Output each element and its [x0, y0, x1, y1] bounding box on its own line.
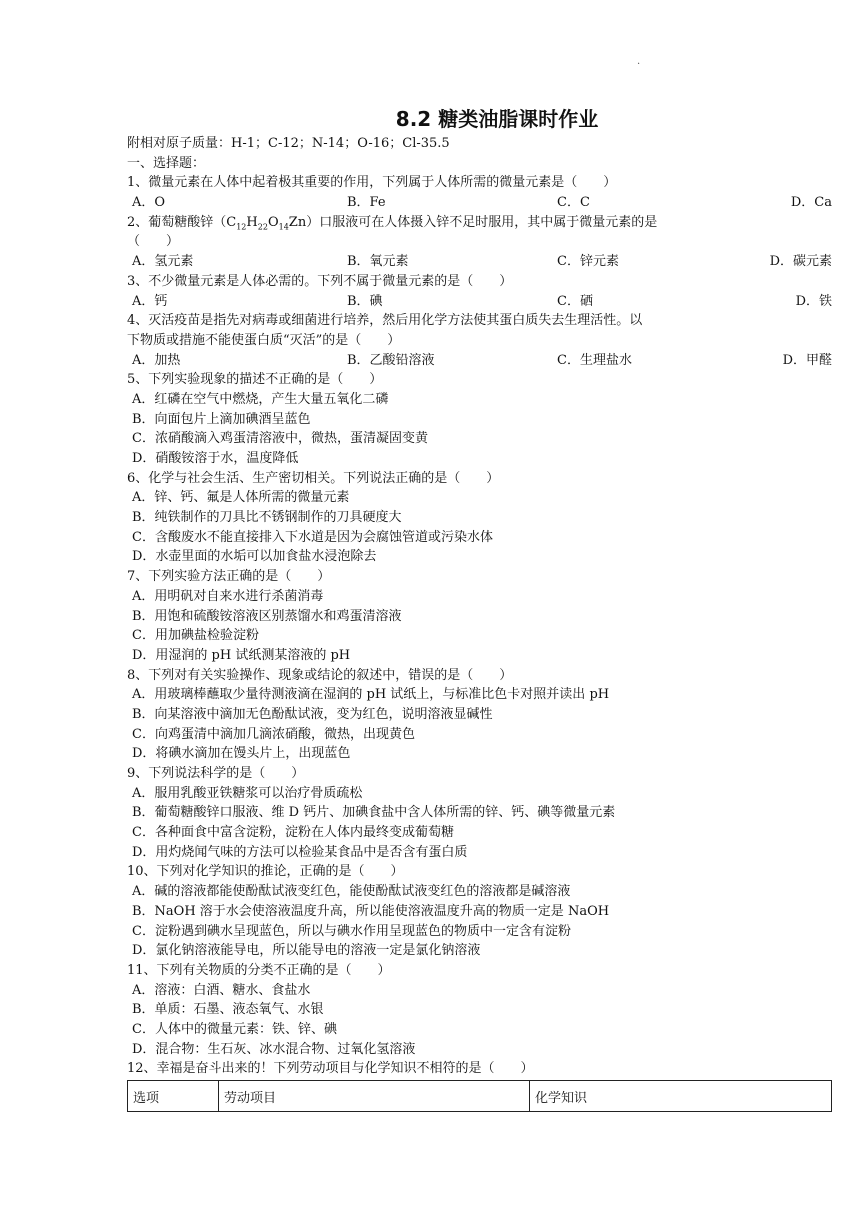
- option-b: B．向面包片上滴加碘酒呈蓝色: [132, 411, 311, 427]
- option-d: D．硝酸铵溶于水，温度降低: [132, 451, 299, 466]
- option-c: C．淀粉遇到碘水呈现蓝色，所以与碘水作用呈现蓝色的物质中一定含有淀粉: [132, 923, 571, 939]
- option-d: D．Ca: [790, 195, 832, 211]
- question-1-stem: 1、微量元素在人体中起着极其重要的作用，下列属于人体所需的微量元素是（ ）: [127, 175, 617, 191]
- option-b: B．单质：石墨、液态氧气、水银: [132, 1002, 324, 1018]
- subscript: 14: [278, 222, 289, 232]
- option-a: A．加热: [132, 352, 181, 368]
- option-a: A．用玻璃棒蘸取少量待测液滴在湿润的 pH 试纸上，与标准比色卡对照并读出 pH: [132, 687, 610, 703]
- option-b: B．乙酸铅溶液: [347, 352, 435, 368]
- table-header-chem-knowledge: 化学知识: [530, 1081, 832, 1112]
- option-a: A．溶液：白酒、糖水、食盐水: [132, 982, 311, 998]
- subscript: 12: [236, 222, 247, 232]
- worksheet: [127, 104, 832, 1112]
- option-c: C．C: [557, 195, 590, 211]
- question-7-stem: 7、下列实验方法正确的是（ ）: [127, 569, 331, 585]
- option-a: A．红磷在空气中燃烧，产生大量五氧化二磷: [132, 391, 389, 407]
- option-a: A．O: [132, 195, 166, 211]
- option-b: B．用饱和硫酸铵溶液区别蒸馏水和鸡蛋清溶液: [132, 608, 402, 624]
- table-header-option: 选项: [128, 1081, 219, 1112]
- option-d: D．将碘水滴加在馒头片上，出现蓝色: [132, 746, 351, 762]
- option-b: B．纯铁制作的刀具比不锈钢制作的刀具硬度大: [132, 510, 402, 526]
- page-title: 8.2 糖类油脂课时作业: [395, 107, 599, 131]
- question-4-stem-2: 下物质或措施不能使蛋白质“灭活”的是（ ）: [127, 332, 401, 348]
- option-c: C．含酸废水不能直接排入下水道是因为会腐蚀管道或污染水体: [132, 529, 493, 545]
- question-5-stem: 5、下列实验现象的描述不正确的是（ ）: [127, 372, 383, 388]
- option-d: D．铁: [795, 293, 832, 309]
- question-2-options: [127, 252, 832, 272]
- atomic-mass-note: 附相对原子质量：H-1；C-12；N-14；O-16；Cl-35.5: [127, 136, 450, 151]
- option-b: B．碘: [347, 293, 383, 309]
- option-b: B．Fe: [347, 195, 386, 211]
- question-4-options: [127, 351, 832, 371]
- question-2-stem: 2、葡萄糖酸锌$(C_{12}H_{22}O_{14}Zn)$口服液可在人体摄入锌不足时服用，其中属于微量元素的是: [127, 214, 658, 232]
- option-d: D．碳元素: [769, 254, 832, 270]
- option-c: C．人体中的微量元素：铁、锌、碘: [132, 1021, 337, 1037]
- option-d: D．水壶里面的水垢可以加食盐水浸泡除去: [132, 549, 377, 565]
- question-8-stem: 8、下列对有关实验操作、现象或结论的叙述中，错误的是（ ）: [127, 667, 513, 683]
- option-a: A．服用乳酸亚铁糖浆可以治疗骨质疏松: [132, 785, 363, 801]
- option-c: C．各种面食中富含淀粉，淀粉在人体内最终变成葡萄糖: [132, 825, 454, 841]
- option-b: B．氧元素: [347, 254, 409, 270]
- option-d: D．甲醛: [782, 352, 832, 368]
- question-10-stem: 10、下列对化学知识的推论，正确的是（ ）: [127, 864, 404, 880]
- table-header-row: [128, 1081, 832, 1112]
- table-header-labor-item: 劳动项目: [219, 1081, 530, 1112]
- option-a: A．钙: [132, 293, 168, 309]
- option-c: C．锌元素: [557, 254, 619, 270]
- option-a: A．用明矾对自来水进行杀菌消毒: [132, 588, 324, 604]
- option-a: A．锌、钙、氟是人体所需的微量元素: [132, 490, 350, 506]
- question-3-options: [127, 292, 832, 312]
- option-c: C．生理盐水: [557, 352, 632, 368]
- section-heading: 一、选择题：: [127, 155, 206, 171]
- option-d: D．氯化钠溶液能导电，所以能导电的溶液一定是氯化钠溶液: [132, 943, 481, 959]
- question-2-paren: （ ）: [127, 234, 180, 250]
- question-4-stem-1: 4、灭活疫苗是指先对病毒或细菌进行培养，然后用化学方法使其蛋白质失去生理活性。以: [127, 313, 643, 329]
- question-9-stem: 9、下列说法科学的是（ ）: [127, 766, 305, 781]
- question-6-stem: 6、化学与社会生活、生产密切相关。下列说法正确的是（ ）: [127, 470, 500, 486]
- option-d: D．用湿润的 pH 试纸测某溶液的 pH: [132, 647, 351, 663]
- option-d: D．用灼烧闻气味的方法可以检验某食品中是否含有蛋白质: [132, 844, 468, 860]
- question-3-stem: 3、不少微量元素是人体必需的。下列不属于微量元素的是（ ）: [127, 273, 513, 289]
- option-b: B．向某溶液中滴加无色酚酞试液，变为红色，说明溶液显碱性: [132, 706, 493, 722]
- option-c: C．向鸡蛋清中滴加几滴浓硝酸，微热，出现黄色: [132, 726, 415, 742]
- question-11-stem: 11、下列有关物质的分类不正确的是（ ）: [127, 962, 391, 978]
- option-c: C．浓硝酸滴入鸡蛋清溶液中，微热，蛋清凝固变黄: [132, 431, 428, 447]
- question-12-stem: 12、幸福是奋斗出来的！下列劳动项目与化学知识不相符的是（ ）: [127, 1061, 534, 1077]
- option-c: C．用加碘盐检验淀粉: [132, 628, 259, 644]
- option-c: C．硒: [557, 293, 593, 309]
- option-b: B．NaOH 溶于水会使溶液温度升高，所以能使溶液温度升高的物质一定是 NaOH: [132, 903, 610, 919]
- answer-table: [127, 1080, 832, 1112]
- subscript: 22: [257, 222, 268, 232]
- option-a: A．氢元素: [132, 254, 194, 270]
- corner-mark: .: [637, 56, 641, 67]
- question-1-options: [127, 193, 832, 213]
- option-d: D．混合物：生石灰、冰水混合物、过氧化氢溶液: [132, 1041, 416, 1057]
- option-a: A．碱的溶液都能使酚酞试液变红色，能使酚酞试液变红色的溶液都是碱溶液: [132, 884, 571, 900]
- option-b: B．葡萄糖酸锌口服液、维 D 钙片、加碘食盐中含人体所需的锌、钙、碘等微量元素: [132, 805, 616, 821]
